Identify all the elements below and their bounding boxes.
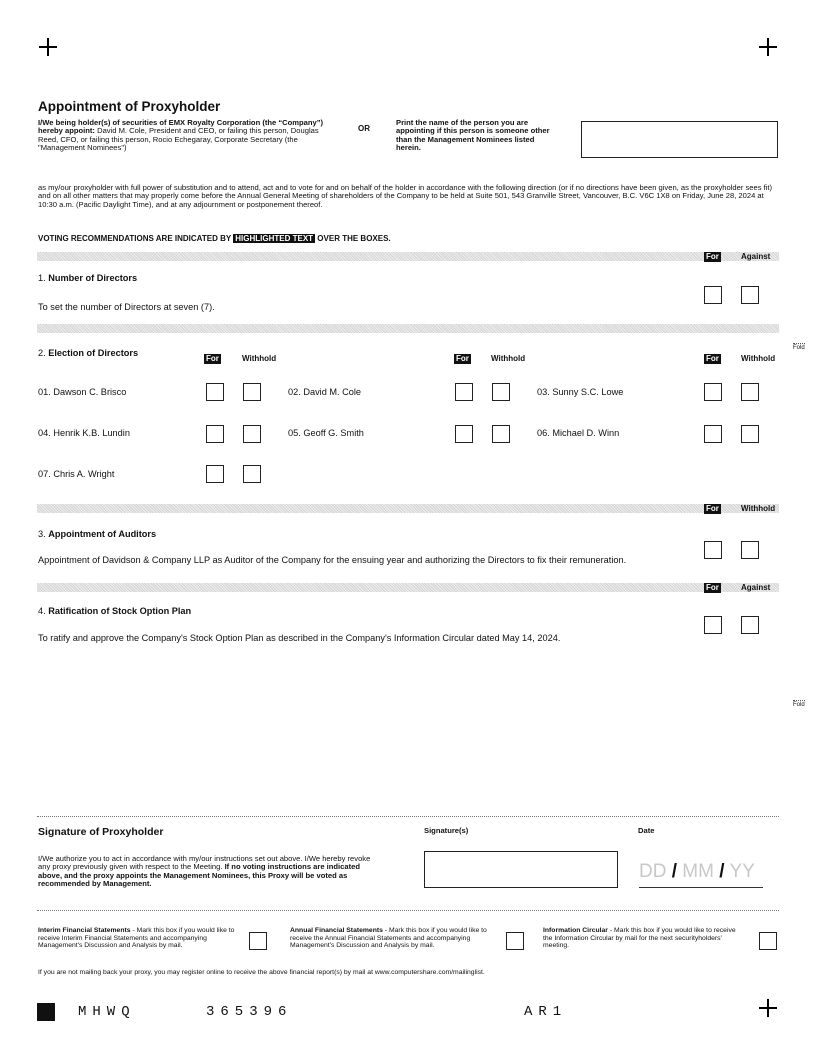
nominee-01-for-checkbox[interactable] <box>206 383 224 401</box>
authorization-text-bold: If no voting instructions are indicated above, and the proxy appoints the Management Nominees, this Proxy will be voted as recommended by Management. <box>38 862 360 889</box>
footer-code-2: 365396 <box>206 1004 293 1020</box>
nominee-label: 07. Chris A. Wright <box>38 469 115 479</box>
nominee-02-for-checkbox[interactable] <box>455 383 473 401</box>
resolution-2-number: 2. <box>38 348 46 358</box>
information-circular-desc: - Mark this box if you would like to receive the Information Circular by mail for the next securityholders' meeting. <box>543 927 736 950</box>
interim-statements-checkbox[interactable] <box>249 932 267 950</box>
resolution-3-text: Appointment of Davidson & Company LLP as Auditor of the Company for the ensuing year and authorizing the Directors to fix their remuneration. <box>38 555 627 565</box>
interim-statements-title: Interim Financial Statements <box>38 927 131 934</box>
interim-statements-desc: - Mark this box if you would like to receive Interim Financial Statements and accompanying Management's Discussion and Analysis by mail. <box>38 927 235 950</box>
nominee-06-for-checkbox[interactable] <box>704 425 722 443</box>
nominee-04-for-checkbox[interactable] <box>206 425 224 443</box>
for-highlight-3: For <box>706 504 719 513</box>
resolution-4-title: Ratification of Stock Option Plan <box>48 606 192 616</box>
interim-statements-text <box>38 927 243 950</box>
signature-divider-bottom <box>37 910 779 911</box>
authorization-text-plain: I/We authorize you to act in accordance with my/our instructions set out above. I/We hereby revoke any proxy previously given with respect to the Meeting. <box>38 854 371 872</box>
annual-statements-desc: - Mark this box if you would like to receive the Annual Financial Statements and accompanying Management's Discussion and Analysis by mail. <box>290 927 487 950</box>
appointment-text-bold: I/We being holder(s) of securities of EMX Royalty Corporation (the “Company”) hereby appoint: <box>38 118 324 136</box>
voting-prefix: VOTING RECOMMENDATIONS ARE INDICATED BY <box>38 234 232 243</box>
nominee-03-for-checkbox[interactable] <box>704 383 722 401</box>
nominee-06-withhold-checkbox[interactable] <box>741 425 759 443</box>
signature-title: Signature of Proxyholder <box>38 826 164 838</box>
section-bar-3 <box>37 504 779 513</box>
nominee-05-withhold-checkbox[interactable] <box>492 425 510 443</box>
nominee-label: 01. Dawson C. Brisco <box>38 387 127 397</box>
appointment-text-rest: David M. Cole, President and CEO, or failing this person, Douglas Reed, CFO, or failing this person, Rocio Echegaray, Corporate Secretary (the "Management Nominees") <box>38 126 319 153</box>
resolution-1-title: Number of Directors <box>48 273 138 283</box>
resolution-3-for-checkbox[interactable] <box>704 541 722 559</box>
section-bar-1 <box>37 252 779 261</box>
resolution-3-withhold-checkbox[interactable] <box>741 541 759 559</box>
resolution-4-against-checkbox[interactable] <box>741 616 759 634</box>
signature-label: Signature(s) <box>424 826 469 835</box>
authorization-text <box>38 855 378 889</box>
section-bar-4 <box>37 583 779 592</box>
appointment-text <box>38 119 338 153</box>
for-highlight-col1: For <box>206 354 219 363</box>
for-highlight-col3: For <box>706 354 719 363</box>
date-day-placeholder: DD <box>639 861 667 882</box>
online-register-note: If you are not mailing back your proxy, you may register online to receive the above financial report(s) by mail at www.computershare.com/mailinglist. <box>38 969 485 976</box>
registration-mark-top-right <box>759 38 777 56</box>
fold-mark-upper: Fold <box>793 345 805 351</box>
resolution-3-number: 3. <box>38 529 46 539</box>
annual-statements-checkbox[interactable] <box>506 932 524 950</box>
for-highlight-col2: For <box>456 354 469 363</box>
nominee-label: 04. Henrik K.B. Lundin <box>38 428 130 438</box>
information-circular-title: Information Circular <box>543 927 608 934</box>
date-separator-2: / <box>719 861 725 882</box>
information-circular-checkbox[interactable] <box>759 932 777 950</box>
for-highlight-1: For <box>706 252 719 261</box>
nominee-04-withhold-checkbox[interactable] <box>243 425 261 443</box>
resolution-4-heading <box>38 606 191 616</box>
print-name-instructions: Print the name of the person you are appointing if this person is someone other than the Management Nominees listed herein. <box>396 118 550 153</box>
resolution-2-heading <box>38 348 138 358</box>
highlighted-text-sample: HIGHLIGHTED TEXT <box>235 234 314 243</box>
annual-statements-text <box>290 927 495 950</box>
withhold-header-col2: Withhold <box>491 354 526 363</box>
nominee-label: 05. Geoff G. Smith <box>288 428 364 438</box>
proxyholder-name-input[interactable] <box>581 121 778 158</box>
authority-paragraph: as my/our proxyholder with full power of substitution and to attend, act and to vote for and on behalf of the holder in accordance with the following direction (or if no directions have been given, as the proxyholder sees fit) and on all other matters that may properly come before the Annual General Meeting of shareholders of the Company to be held at Suite 501, 543 Granville Street, Vancouver, B.C. V6C 1X8 on Friday, June 28, 2024 at 10:30 a.m. (Pacific Daylight Time), and at any adjournment or postponement thereof. <box>38 183 773 209</box>
annual-statements-title: Annual Financial Statements <box>290 927 383 934</box>
nominee-05-for-checkbox[interactable] <box>455 425 473 443</box>
date-label: Date <box>638 826 655 835</box>
resolution-2-title: Election of Directors <box>48 348 139 358</box>
resolution-1-for-checkbox[interactable] <box>704 286 722 304</box>
footer-code-1: MHWQ <box>78 1004 136 1020</box>
nominee-02-withhold-checkbox[interactable] <box>492 383 510 401</box>
registration-mark-bottom-right <box>759 999 777 1017</box>
resolution-1-number: 1. <box>38 273 46 283</box>
date-input[interactable] <box>639 861 763 888</box>
signature-divider-top <box>37 816 779 817</box>
for-highlight-4: For <box>706 583 719 592</box>
date-separator-1: / <box>671 861 678 882</box>
resolution-3-heading <box>38 529 156 539</box>
signature-input[interactable] <box>424 851 618 888</box>
registration-mark-top-left <box>39 38 57 56</box>
voting-recommendation-note <box>38 234 391 243</box>
nominee-07-withhold-checkbox[interactable] <box>243 465 261 483</box>
nominee-label: 03. Sunny S.C. Lowe <box>537 387 624 397</box>
resolution-1-text: To set the number of Directors at seven (7). <box>38 302 215 312</box>
against-header-4: Against <box>741 583 771 592</box>
page-title: Appointment of Proxyholder <box>38 99 221 114</box>
nominee-03-withhold-checkbox[interactable] <box>741 383 759 401</box>
or-label: OR <box>358 124 370 133</box>
black-registration-square <box>37 1003 55 1021</box>
fold-mark-lower: Fold <box>793 702 805 708</box>
resolution-4-text: To ratify and approve the Company's Stock Option Plan as described in the Company's Information Circular dated May 14, 2024. <box>38 633 561 643</box>
resolution-4-number: 4. <box>38 606 46 616</box>
withhold-header-col3: Withhold <box>741 354 776 363</box>
nominee-label: 06. Michael D. Winn <box>537 428 620 438</box>
nominee-label: 02. David M. Cole <box>288 387 362 397</box>
information-circular-text <box>543 927 743 950</box>
resolution-1-heading <box>38 273 137 283</box>
against-header-1: Against <box>741 252 771 261</box>
withhold-header-col1: Withhold <box>242 354 277 363</box>
footer-code-3: AR1 <box>524 1004 568 1020</box>
date-month-placeholder: MM <box>682 861 714 882</box>
date-year-placeholder: YY <box>729 861 755 882</box>
section-bar-2 <box>37 324 779 333</box>
withhold-header-3: Withhold <box>741 504 776 513</box>
nominee-07-for-checkbox[interactable] <box>206 465 224 483</box>
resolution-3-title: Appointment of Auditors <box>48 529 157 539</box>
voting-suffix: OVER THE BOXES. <box>317 234 391 243</box>
nominee-01-withhold-checkbox[interactable] <box>243 383 261 401</box>
resolution-4-for-checkbox[interactable] <box>704 616 722 634</box>
resolution-1-against-checkbox[interactable] <box>741 286 759 304</box>
